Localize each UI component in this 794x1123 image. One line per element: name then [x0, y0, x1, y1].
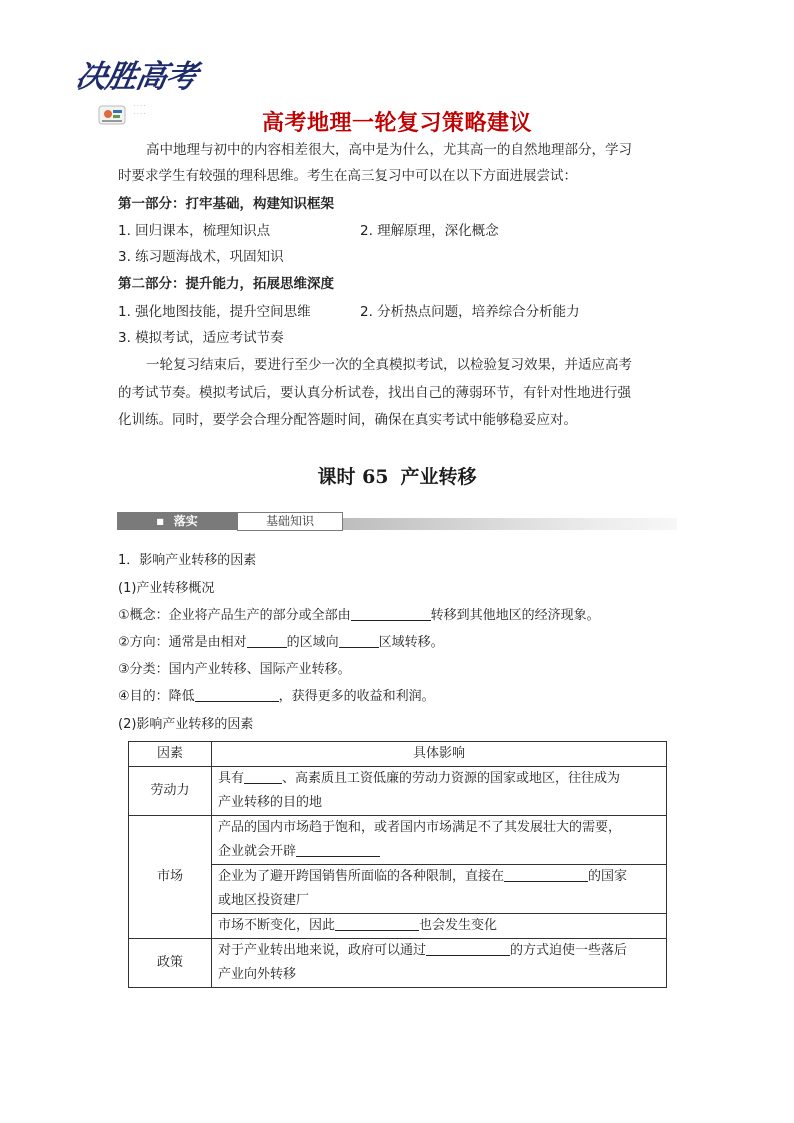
impact-labor — [212, 767, 667, 816]
direction-blank-2[interactable] — [339, 633, 379, 648]
square-bullet-icon: ■ — [156, 517, 164, 526]
table-row — [129, 767, 667, 816]
lesson-title — [0, 462, 794, 489]
policy-blank[interactable] — [426, 941, 510, 956]
types-line: ③分类：国内产业转移、国际产业转移。 — [118, 662, 351, 677]
part1-item-3: 3. 练习题海战术，巩固知识 — [118, 249, 284, 265]
factor-policy: 政策 — [129, 939, 212, 988]
market-r2-line-2: 或地区投资建厂 — [218, 893, 310, 908]
concept-blank[interactable] — [351, 606, 431, 621]
factors-table — [128, 741, 667, 988]
market-r2-pre: 企业为了避开跨国销售所面临的各种限制，直接在 — [218, 869, 505, 884]
market-r3-pre: 市场不断变化，因此 — [218, 918, 336, 933]
logo-tagline: · · · · · · · · — [134, 103, 146, 117]
closing-line-3: 化训练。同时，要学会合理分配答题时间，确保在真实考试中能够稳妥应对。 — [118, 412, 577, 428]
part2-item-1: 1. 强化地图技能，提升空间思维 — [118, 304, 311, 320]
section-band-tag — [117, 512, 237, 530]
part2-item-2: 2. 分析热点问题，培养综合分析能力 — [360, 304, 580, 320]
factor-labor: 劳动力 — [129, 767, 212, 816]
market-blank-2[interactable] — [504, 867, 588, 882]
direction-blank-1[interactable] — [247, 633, 287, 648]
market-r1-line-2: 企业就会开辟 — [218, 844, 297, 859]
header-impact: 具体影响 — [212, 742, 667, 767]
part1-item-2: 2. 理解原理，深化概念 — [360, 223, 499, 239]
policy-pre: 对于产业转出地来说，政府可以通过 — [218, 943, 427, 958]
lesson-name: 产业转移 — [400, 466, 477, 488]
section-band-label: 基础知识 — [237, 512, 343, 531]
intro-line-1: 高中地理与初中的内容相差很大，高中是为什么，尤其高一的自然地理部分，学习 — [146, 142, 632, 158]
intro-line-2: 时要求学生有较强的理科思维。考生在高三复习中可以在以下方面进展尝试： — [118, 168, 577, 184]
impact-market-2 — [212, 865, 667, 914]
concept-line — [118, 604, 600, 628]
purpose-pre: ④目的：降低 — [118, 689, 195, 704]
concept-post: 转移到其他地区的经济现象。 — [430, 608, 600, 623]
policy-post: 的方式迫使一些落后 — [510, 943, 628, 958]
closing-line-1: 一轮复习结束后，要进行至少一次的全真模拟考试，以检验复习效果，并适应高考 — [146, 357, 632, 373]
impact-market-1 — [212, 816, 667, 865]
part2-heading: 第二部分：提升能力，拓展思维深度 — [118, 276, 334, 292]
impact-market-3 — [212, 914, 667, 939]
labor-line-2: 产业转移的目的地 — [218, 795, 323, 810]
purpose-line — [118, 685, 435, 709]
purpose-post: ，获得更多的收益和利润。 — [278, 689, 435, 704]
logo-text: 决胜高考 — [72, 59, 200, 95]
subheading-overview: (1)产业转移概况 — [118, 581, 215, 596]
closing-line-2: 的考试节奏。模拟考试后，要认真分析试卷，找出自己的薄弱环节，有针对性地进行强 — [118, 385, 631, 401]
concept-pre: ①概念：企业将产品生产的部分或全部由 — [118, 608, 351, 623]
direction-pre: ②方向：通常是由相对 — [118, 635, 247, 650]
market-r2-post: 的国家 — [588, 869, 628, 884]
section-band-bar — [342, 518, 677, 530]
factor-market: 市场 — [129, 816, 212, 939]
table-header-row — [129, 742, 667, 767]
part1-heading: 第一部分：打牢基础，构建知识框架 — [118, 196, 334, 212]
page-title: 高考地理一轮复习策略建议 — [261, 111, 532, 136]
market-r1-line-1: 产品的国内市场趋于饱和，或者国内市场满足不了其发展壮大的需要， — [218, 820, 622, 835]
subheading-factors: (2)影响产业转移的因素 — [118, 717, 254, 732]
table-row — [129, 816, 667, 865]
market-blank-1[interactable] — [296, 842, 380, 857]
labor-pre: 具有 — [218, 771, 245, 786]
lesson-number: 课时 65 — [317, 466, 389, 488]
part1-item-1: 1. 回归课本，梳理知识点 — [118, 223, 271, 239]
labor-post: 、高素质且工资低廉的劳动力资源的国家或地区，往往成为 — [282, 771, 621, 786]
market-blank-3[interactable] — [335, 916, 419, 931]
market-r3-post: 也会发生变化 — [419, 918, 498, 933]
table-row — [129, 939, 667, 988]
direction-mid: 的区域向 — [286, 635, 339, 650]
policy-line-2: 产业向外转移 — [218, 967, 297, 982]
band-tag-label: 落实 — [173, 514, 198, 528]
direction-line — [118, 631, 444, 655]
impact-policy — [212, 939, 667, 988]
purpose-blank[interactable] — [195, 687, 279, 702]
direction-post: 区域转移。 — [378, 635, 444, 650]
header-factor: 因素 — [129, 742, 212, 767]
labor-blank[interactable] — [244, 769, 282, 784]
section-heading: 1．影响产业转移的因素 — [118, 553, 257, 568]
part2-item-3: 3. 模拟考试，适应考试节奏 — [118, 330, 284, 346]
